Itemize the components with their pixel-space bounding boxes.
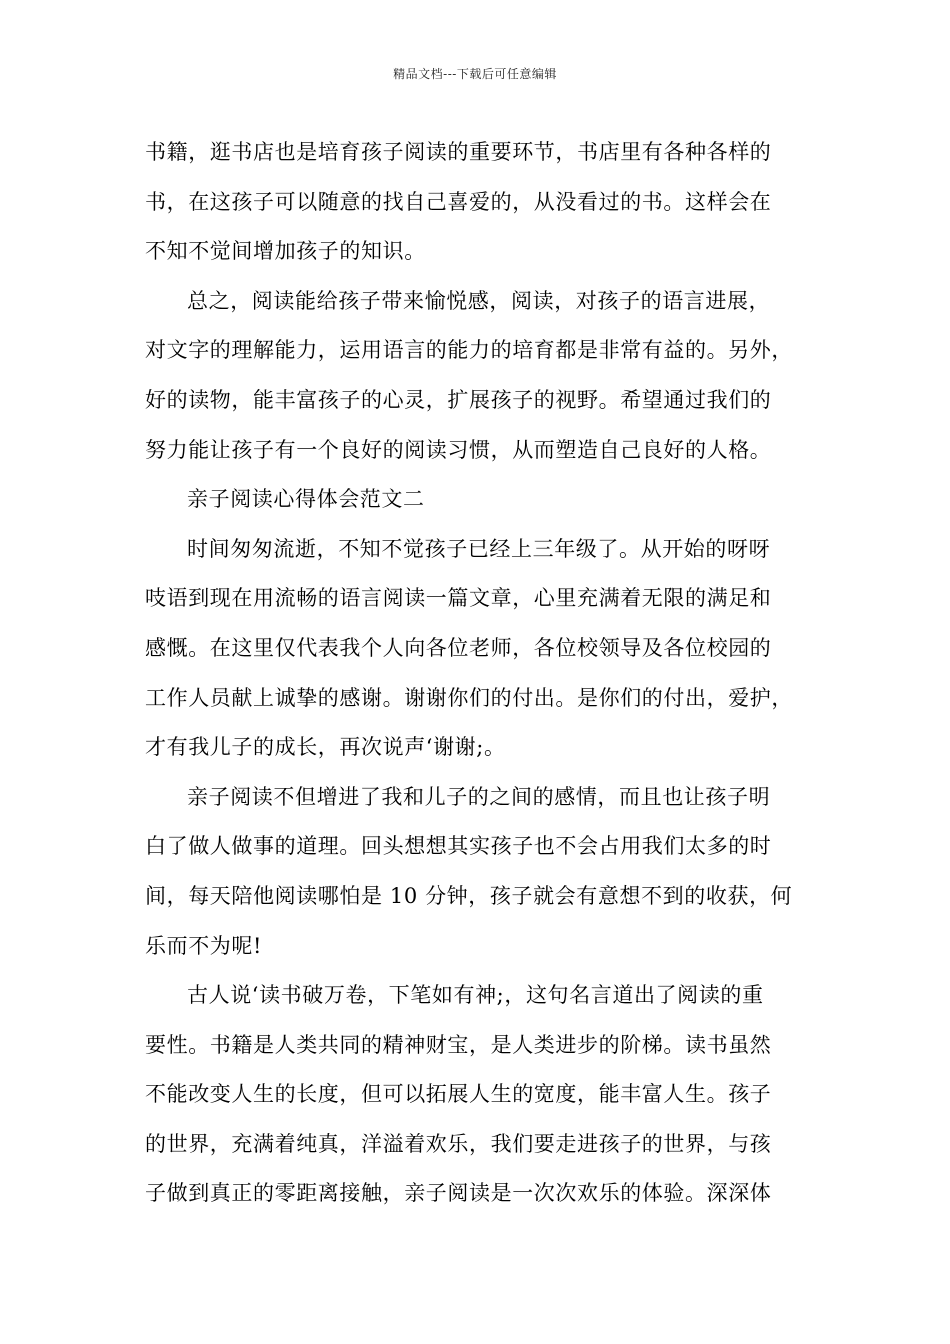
text-line: 的世界，充满着纯真，洋溢着欢乐，我们要走进孩子的世界，与孩 (145, 1131, 772, 1156)
text-line: 感慨。在这里仅代表我个人向各位老师，各位校领导及各位校园的 (145, 635, 772, 660)
text-line: 总之，阅读能给孩子带来愉悦感，阅读，对孩子的语言进展， (187, 288, 771, 313)
text-line: 书，在这孩子可以随意的找自己喜爱的，从没看过的书。这样会在 (145, 189, 772, 214)
text-line: 要性。书籍是人类共同的精神财宝，是人类进步的阶梯。读书虽然 (145, 1032, 772, 1057)
text-line: 对文字的理解能力，运用语言的能力的培育都是非常有益的。另外， (145, 338, 793, 363)
text-line: 白了做人做事的道理。回头想想其实孩子也不会占用我们太多的时 (145, 834, 772, 859)
document-body (145, 128, 810, 1219)
text-line: 时间匆匆流逝，不知不觉孩子已经上三年级了。从开始的呀呀 (187, 536, 771, 561)
text-line: 亲子阅读不但增进了我和儿子的之间的感情，而且也让孩子明 (187, 784, 771, 809)
text-line: 工作人员献上诚挚的感谢。谢谢你们的付出。是你们的付出，爱护， (145, 685, 793, 710)
text-line: 乐而不为呢! (145, 933, 263, 958)
text-line: 努力能让孩子有一个良好的阅读习惯，从而塑造自己良好的人格。 (145, 437, 772, 462)
text-line: 吱语到现在用流畅的语言阅读一篇文章，心里充满着无限的满足和 (145, 586, 772, 611)
text-line: 间，每天陪他阅读哪怕是 10 分钟，孩子就会有意想不到的收获，何 (145, 883, 793, 908)
text-line: 才有我儿子的成长，再次说声‘谢谢;。 (145, 735, 506, 760)
text-line: 书籍，逛书店也是培育孩子阅读的重要环节，书店里有各种各样的 (145, 140, 772, 164)
page-header: 精品文档---下载后可任意编辑 (393, 67, 557, 81)
text-line: 不能改变人生的长度，但可以拓展人生的宽度，能丰富人生。孩子 (145, 1082, 772, 1107)
section-heading: 亲子阅读心得体会范文二 (187, 487, 425, 512)
text-line: 子做到真正的零距离接触，亲子阅读是一次次欢乐的体验。深深体 (145, 1181, 772, 1206)
text-line: 不知不觉间增加孩子的知识。 (145, 239, 426, 264)
text-line: 好的读物，能丰富孩子的心灵，扩展孩子的视野。希望通过我们的 (145, 387, 772, 412)
text-line: 古人说‘读书破万卷，下笔如有神;，这句名言道出了阅读的重 (187, 983, 764, 1008)
